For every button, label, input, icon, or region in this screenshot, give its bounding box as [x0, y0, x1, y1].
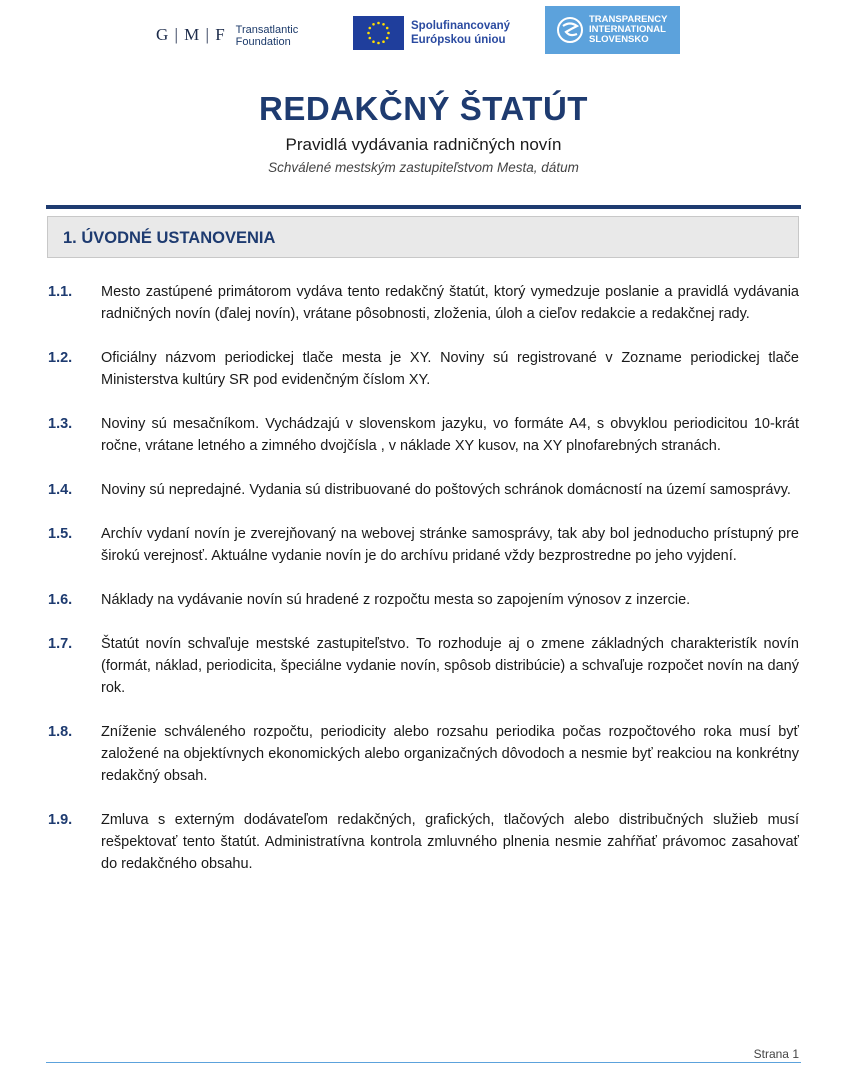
item-text: Archív vydaní novín je zverejňovaný na webovej stránke samosprávy, tak aby bol jednoducho prístupný pre širokú verejnosť. Aktuálne vydanie novín je do archívu pridané vždy bezprostredne po jeho vyjdení. [101, 526, 799, 564]
transparency-international-logo [545, 6, 680, 54]
item-number: 1.7. [48, 636, 73, 652]
eu-logo-line2: Európskou úniou [411, 34, 506, 46]
list-item [48, 633, 800, 699]
gmf-logo-line2: Foundation [235, 36, 291, 48]
gmf-logo [156, 24, 298, 48]
item-text: Mesto zastúpené primátorom vydáva tento redakčný štatút, ktorý vymedzuje poslanie a pravidlá vydávania radničných novín (ďalej novín), vrátane pôsobnosti, zloženia, úloh a cieľov redakcie a redakčnej rady. [101, 284, 799, 322]
item-text: Noviny sú nepredajné. Vydania sú distribuované do poštových schránok domácností na území samosprávy. [101, 482, 791, 498]
globe-icon [557, 17, 583, 43]
ti-logo-line3: SLOVENSKO [589, 34, 649, 45]
item-number: 1.4. [48, 482, 73, 498]
list-item [48, 413, 800, 457]
ti-logo-line2: INTERNATIONAL [589, 24, 666, 35]
eu-logo-line1: Spolufinancovaný [411, 20, 511, 32]
list-item [48, 523, 800, 567]
list-item [48, 721, 800, 787]
logo-bar [0, 6, 847, 56]
document-subtitle: Pravidlá vydávania radničných novín [285, 135, 562, 154]
list-item [48, 347, 800, 391]
approval-note: Schválené mestským zastupiteľstvom Mesta, dátum [268, 160, 579, 175]
item-number: 1.6. [48, 592, 73, 608]
provisions-list [48, 281, 800, 897]
ti-logo-text [589, 15, 667, 45]
item-text: Náklady na vydávanie novín sú hradené z rozpočtu mesta so zapojením výnosov z inzercie. [101, 592, 691, 608]
section-heading-box [47, 216, 799, 258]
item-number: 1.1. [48, 284, 73, 300]
item-text: Noviny sú mesačníkom. Vychádzajú v slovenskom jazyku, vo formáte A4, s obvyklou periodicitou 10-krát ročne, vrátane letného a zimného dvojčísla , v náklade XY kusov, na XY plnofarebných stranách. [101, 416, 799, 454]
gmf-logo-mark: G | M | F [156, 25, 226, 44]
header-divider [46, 205, 801, 209]
item-number: 1.3. [48, 416, 73, 432]
item-number: 1.9. [48, 812, 73, 828]
item-text: Štatút novín schvaľuje mestské zastupiteľstvo. To rozhoduje aj o zmene základných charakteristík novín (formát, náklad, periodicita, špeciálne vydanie novín, spôsob distribúcie) a schvaľuje rozpočet novín na daný rok. [101, 636, 799, 696]
list-item [48, 589, 800, 611]
section-title: 1. ÚVODNÉ USTANOVENIA [63, 229, 276, 247]
item-text: Oficiálny názvom periodickej tlače mesta je XY. Noviny sú registrované v Zozname periodickej tlače Ministerstva kultúry SR pod evidenčným číslom XY. [101, 350, 799, 388]
item-number: 1.5. [48, 526, 73, 542]
gmf-logo-text [236, 24, 299, 48]
page-number: Strana 1 [753, 1047, 799, 1061]
list-item [48, 281, 800, 325]
item-number: 1.8. [48, 724, 73, 740]
document-title: REDAKČNÝ ŠTATÚT [259, 90, 588, 127]
eu-flag-icon [353, 16, 404, 50]
ti-logo-line1: TRANSPARENCY [589, 14, 668, 25]
item-number: 1.2. [48, 350, 73, 366]
list-item [48, 479, 800, 501]
eu-logo-text [411, 19, 510, 47]
gmf-logo-line1: Transatlantic [235, 24, 299, 36]
item-text: Zmluva s externým dodávateľom redakčných, grafických, tlačových alebo distribučných služieb musí rešpektovať tento štatút. Administratívna kontrola zmluvného plnenia nesmie zahŕňať právomoc zasahovať do redakčného obsahu. [101, 812, 799, 872]
item-text: Zníženie schváleného rozpočtu, periodicity alebo rozsahu periodika počas rozpočtového roka musí byť založené na objektívnych ekonomických alebo organizačných dôvodoch a nesmie byť reakciou na konkrétny redakčný obsah. [101, 724, 799, 784]
eu-cofunded-logo [353, 16, 510, 50]
footer-divider [46, 1062, 801, 1063]
list-item [48, 809, 800, 875]
